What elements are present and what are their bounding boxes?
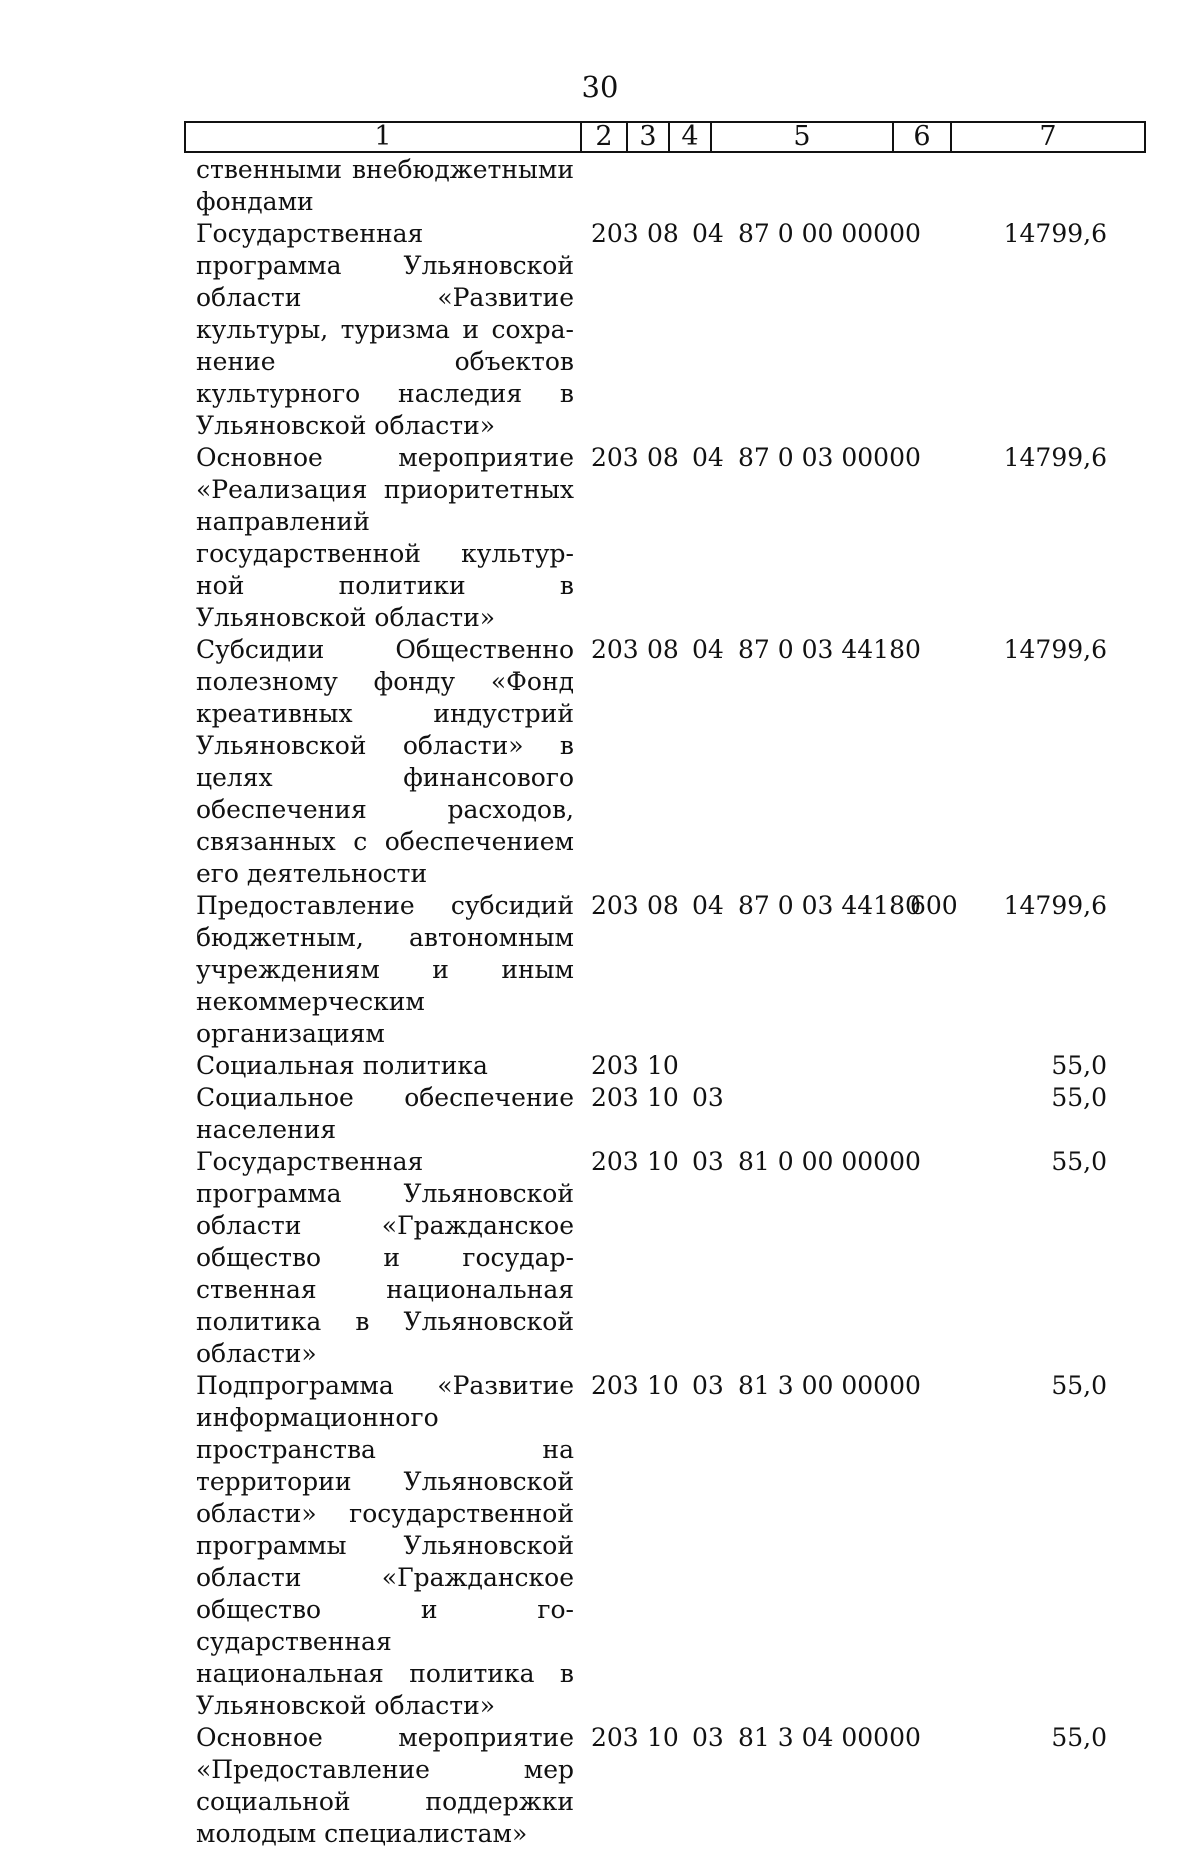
amount: 55,0: [1051, 1051, 1107, 1080]
column-header: 7: [951, 122, 1145, 152]
target-article-code: 81 3 04 00000: [738, 1723, 921, 1752]
column-header: 3: [627, 122, 669, 152]
expense-name: Субсидии Общественно полезному фонду «Фонд креативных индустрий Ульяновской области» в целях финансового обеспечения расходов, связанных с обеспечением его деятельности: [196, 635, 574, 888]
expense-name: Предоставление субсидий бюджетным, автономным учреждениям и иным некоммерческим организациям: [196, 891, 574, 1048]
subsection-code: 04: [692, 443, 724, 472]
ved-code: 203: [591, 635, 639, 664]
table-row: [0, 1722, 1200, 1850]
ved-code: 203: [591, 443, 639, 472]
ved-code: 203: [591, 1083, 639, 1112]
subsection-code: 04: [692, 635, 724, 664]
amount: 14799,6: [1003, 443, 1107, 472]
amount: 14799,6: [1003, 635, 1107, 664]
expense-name: Основное мероприятие «Реализация приоритетных направлений государственной культурной политики в Ульяновской области»: [196, 443, 574, 632]
subsection-code: 04: [692, 219, 724, 248]
section-code: 10: [647, 1371, 679, 1400]
section-code: 08: [647, 443, 679, 472]
expense-name: ственными внебюджетными фондами: [196, 155, 574, 216]
amount: 14799,6: [1003, 891, 1107, 920]
table-row: [0, 1146, 1200, 1370]
table-row: [0, 1370, 1200, 1722]
ved-code: 203: [591, 219, 639, 248]
target-article-code: 81 0 00 00000: [738, 1147, 921, 1176]
amount: 55,0: [1051, 1723, 1107, 1752]
table-row: [0, 634, 1200, 890]
table-row: [0, 442, 1200, 634]
subsection-code: 03: [692, 1723, 724, 1752]
subsection-code: 04: [692, 891, 724, 920]
column-header: 4: [669, 122, 711, 152]
amount: 14799,6: [1003, 219, 1107, 248]
section-code: 08: [647, 891, 679, 920]
ved-code: 203: [591, 891, 639, 920]
amount: 55,0: [1051, 1147, 1107, 1176]
expense-name: Основное мероприятие «Предоставление мер социальной поддержки молодым специалистам»: [196, 1723, 574, 1848]
expense-name: Государственная программа Ульяновской области «Гражданское общество и государственная национальная политика в Ульяновской области»: [196, 1147, 574, 1368]
table-row: [0, 154, 1200, 218]
section-code: 08: [647, 635, 679, 664]
ved-code: 203: [591, 1723, 639, 1752]
table-row: [0, 890, 1200, 1050]
expense-name: Социальная политика: [196, 1051, 488, 1080]
section-code: 10: [647, 1723, 679, 1752]
expense-name: Социальное обеспечение населения: [196, 1083, 574, 1144]
column-header: 6: [893, 122, 951, 152]
table-row: [0, 218, 1200, 442]
expense-name: Государственная программа Ульяновской области «Развитие культуры, туризма и сохранение объектов культурного наследия в Ульяновской области»: [196, 219, 574, 440]
amount: 55,0: [1051, 1083, 1107, 1112]
subsection-code: 03: [692, 1371, 724, 1400]
table-row: [0, 1050, 1200, 1082]
target-article-code: 87 0 03 00000: [738, 443, 921, 472]
table-row: [0, 1082, 1200, 1146]
target-article-code: 81 3 00 00000: [738, 1371, 921, 1400]
target-article-code: 87 0 03 44180: [738, 891, 921, 920]
subsection-code: 03: [692, 1147, 724, 1176]
target-article-code: 87 0 03 44180: [738, 635, 921, 664]
budget-rows: [0, 154, 1200, 1850]
column-header: 2: [581, 122, 627, 152]
page-number: 30: [581, 70, 619, 104]
column-header: 1: [185, 122, 581, 152]
section-code: 10: [647, 1051, 679, 1080]
column-header-row: [185, 122, 1145, 152]
ved-code: 203: [591, 1147, 639, 1176]
ved-code: 203: [591, 1371, 639, 1400]
column-header: 5: [711, 122, 893, 152]
section-code: 08: [647, 219, 679, 248]
expense-type-code: 600: [910, 891, 958, 920]
section-code: 10: [647, 1083, 679, 1112]
subsection-code: 03: [692, 1083, 724, 1112]
column-header-table: [184, 121, 1146, 153]
section-code: 10: [647, 1147, 679, 1176]
ved-code: 203: [591, 1051, 639, 1080]
expense-name: Подпрограмма «Развитие информационного пространства на территории Ульяновской области» государственной программы Ульяновской области «Гражданское общество и государственная национальная политика в Ульяновской области»: [196, 1371, 574, 1720]
amount: 55,0: [1051, 1371, 1107, 1400]
target-article-code: 87 0 00 00000: [738, 219, 921, 248]
